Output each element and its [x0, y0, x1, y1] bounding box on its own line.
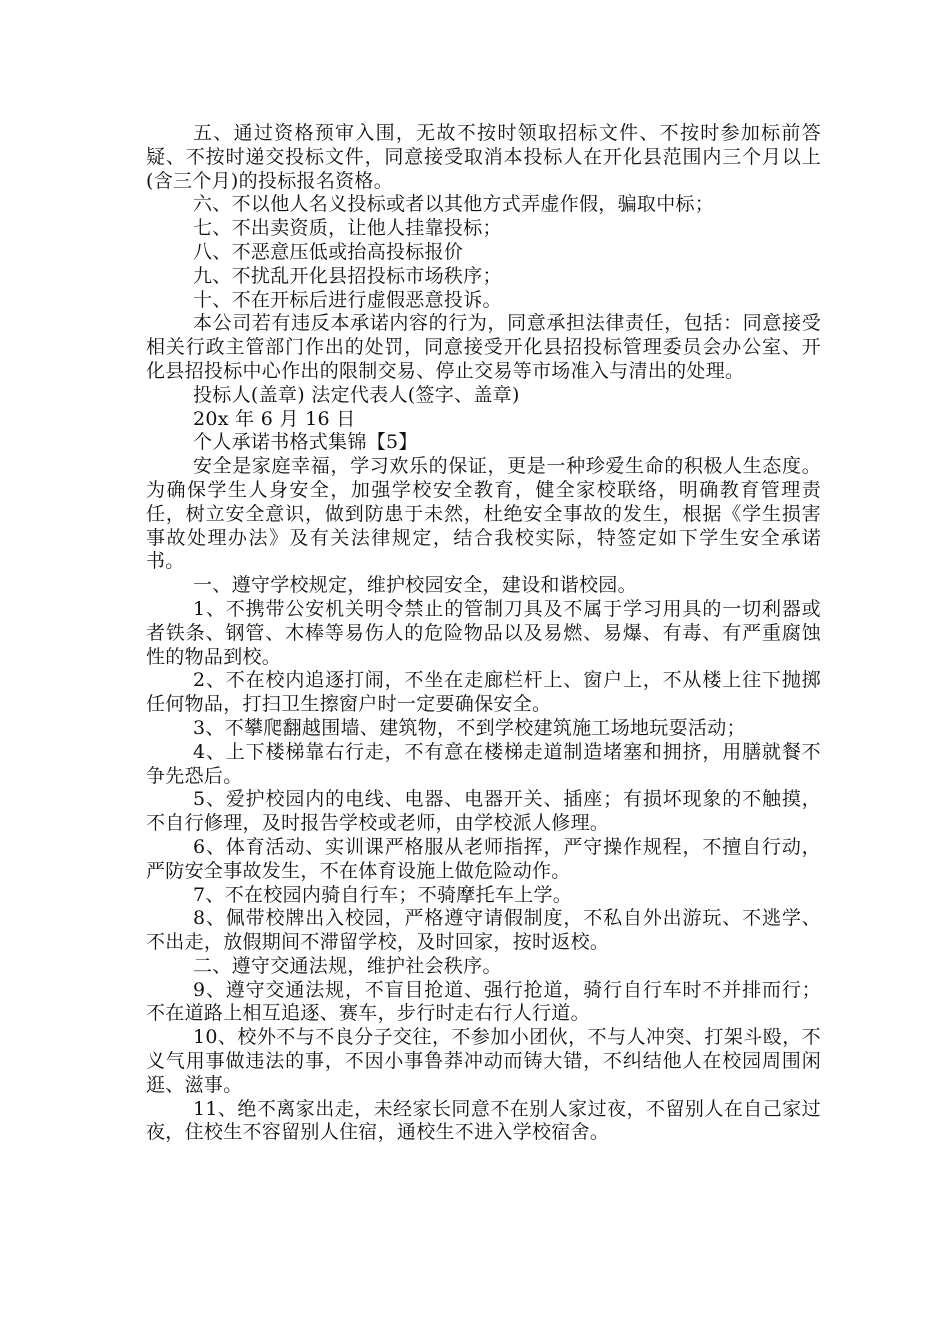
item-2: 2、不在校内追逐打闹，不坐在走廊栏杆上、窗户上，不从楼上往下抛掷任何物品，打扫卫生擦窗户时一定要确保安全。	[146, 669, 821, 716]
item-7: 7、不在校园内骑自行车；不骑摩托车上学。	[193, 883, 573, 906]
item-3: 3、不攀爬翻越围墙、建筑物，不到学校建筑施工场地玩耍活动；	[193, 716, 746, 739]
paragraph-clause-9: 九、不扰乱开化县招投标市场秩序；	[193, 264, 502, 287]
signature-line: 投标人(盖章) 法定代表人(签字、盖章)	[193, 383, 520, 406]
item-9: 9、遵守交通法规，不盲目抢道、强行抢道，骑行自行车时不并排而行；不在道路上相互追逐、赛车，步行时走右行人行道。	[146, 978, 821, 1025]
subheading-school-rules: 一、遵守学校规定，维护校园安全，建设和谐校园。	[193, 574, 637, 597]
item-5: 5、爱护校园内的电线、电器、电器开关、插座；有损坏现象的不触摸，不自行修理，及时报告学校或老师，由学校派人修理。	[146, 788, 821, 835]
item-4: 4、上下楼梯靠右行走，不有意在楼梯走道制造堵塞和拥挤，用膳就餐不争先恐后。	[146, 740, 821, 787]
document-body	[146, 122, 821, 1145]
paragraph-clause-6: 六、不以他人名义投标或者以其他方式弄虚作假，骗取中标；	[193, 193, 715, 216]
paragraph-clause-10: 十、不在开标后进行虚假恶意投诉。	[193, 288, 502, 311]
item-6: 6、体育活动、实训课严格服从老师指挥，严守操作规程，不擅自行动，严防安全事故发生，不在体育设施上做危险动作。	[146, 835, 821, 882]
paragraph-intro: 安全是家庭幸福，学习欢乐的保证，更是一种珍爱生命的积极人生态度。为确保学生人身安全，加强学校安全教育，健全家校联络，明确教育管理责任，树立安全意识，做到防患于未然，杜绝安全事故的发生，根据《学生损害事故处理办法》及有关法律规定，结合我校实际，特签定如下学生安全承诺书。	[146, 455, 821, 573]
item-8: 8、佩带校牌出入校园，严格遵守请假制度，不私自外出游玩、不逃学、不出走，放假期间不滞留学校，及时回家，按时返校。	[146, 907, 821, 954]
section-heading: 个人承诺书格式集锦【5】	[193, 431, 418, 454]
item-1: 1、不携带公安机关明令禁止的管制刀具及不属于学习用具的一切利器或者铁条、钢管、木棒等易伤人的危险物品以及易燃、易爆、有毒、有严重腐蚀性的物品到校。	[146, 597, 821, 668]
paragraph-clause-8: 八、不恶意压低或抬高投标报价	[193, 240, 464, 263]
paragraph-clause-7: 七、不出卖资质，让他人挂靠投标；	[193, 217, 502, 240]
subheading-traffic-rules: 二、遵守交通法规，维护社会秩序。	[193, 954, 502, 977]
paragraph-clause-5: 五、通过资格预审入围，无故不按时领取招标文件、不按时参加标前答疑、不按时递交投标文件，同意接受取消本投标人在开化县范围内三个月以上(含三个月)的投标报名资格。	[146, 122, 821, 192]
item-10: 10、校外不与不良分子交往，不参加小团伙，不与人冲突、打架斗殴，不义气用事做违法的事，不因小事鲁莽冲动而铸大错，不纠结他人在校园周围闲逛、滋事。	[146, 1026, 821, 1096]
item-11: 11、绝不离家出走，未经家长同意不在别人家过夜，不留别人在自己家过夜，住校生不容留别人住宿，通校生不进入学校宿舍。	[146, 1097, 821, 1144]
date-line: 20x 年 6 月 16 日	[193, 407, 356, 430]
paragraph-liability: 本公司若有违反本承诺内容的行为，同意承担法律责任，包括：同意接受相关行政主管部门作出的处罚，同意接受开化县招投标管理委员会办公室、开化县招投标中心作出的限制交易、停止交易等市场准入与清出的处理。	[146, 312, 821, 382]
